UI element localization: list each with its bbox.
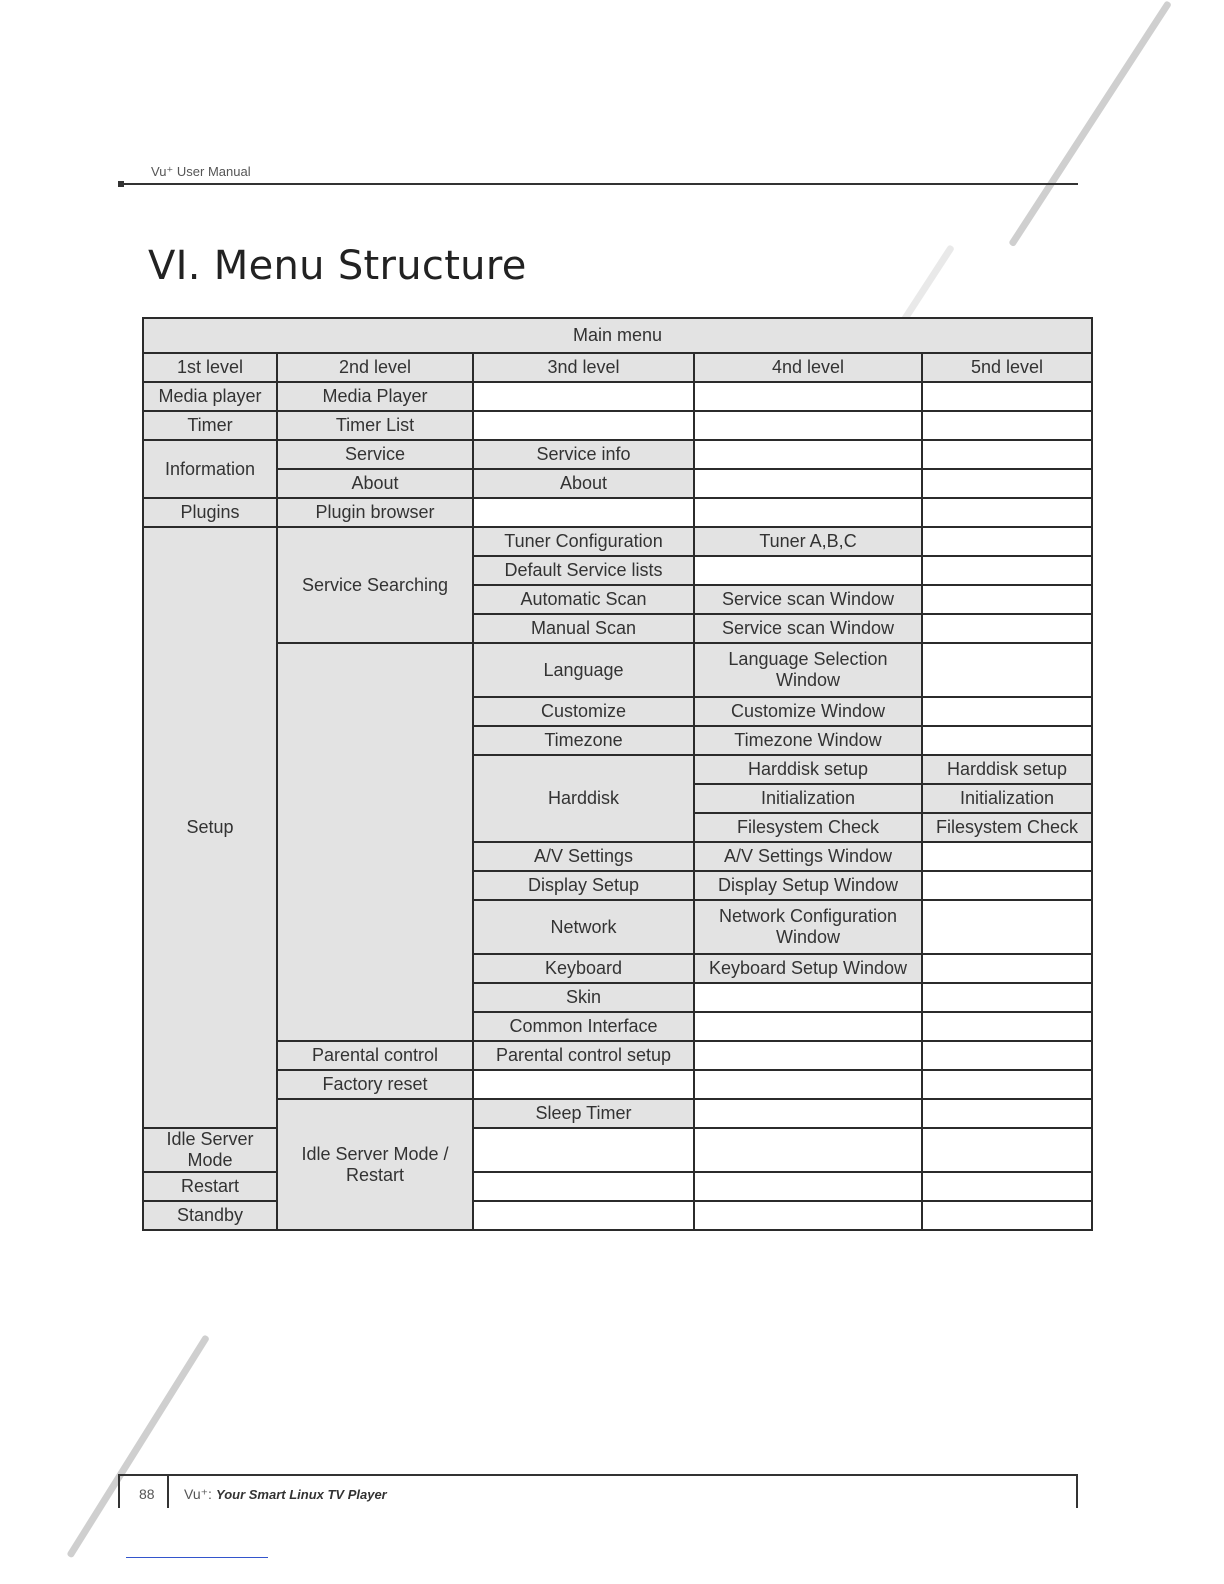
level3-cell: Network [473,900,694,954]
empty-cell [473,498,694,527]
empty-cell [922,1041,1092,1070]
level2-blank-cell [277,643,473,1041]
empty-cell [694,983,922,1012]
level4-cell: Initialization [694,784,922,813]
level4-cell: Tuner A,B,C [694,527,922,556]
level1-cell: Setup [143,527,277,1128]
empty-cell [922,871,1092,900]
empty-cell [922,1070,1092,1099]
level4-cell: Timezone Window [694,726,922,755]
level2-cell: Restart [143,1172,277,1201]
level3-cell: Service info [473,440,694,469]
level2-cell: About [277,469,473,498]
running-header [118,160,1078,186]
level4-cell: Keyboard Setup Window [694,954,922,983]
empty-cell [694,469,922,498]
empty-cell [694,1070,922,1099]
page-footer [118,1474,1078,1510]
empty-cell [694,1172,922,1201]
level3-cell: Manual Scan [473,614,694,643]
empty-cell [922,556,1092,585]
empty-cell [694,1012,922,1041]
level3-cell: A/V Settings [473,842,694,871]
level3-cell: Tuner Configuration [473,527,694,556]
level3-cell: About [473,469,694,498]
empty-cell [694,411,922,440]
level2-cell: Sleep Timer [473,1099,694,1128]
empty-cell [922,697,1092,726]
level2-cell: Factory reset [277,1070,473,1099]
empty-cell [922,498,1092,527]
level1-cell: Plugins [143,498,277,527]
empty-cell [473,1070,694,1099]
footer-brand: Vu⁺: [184,1486,212,1502]
level3-cell: Parental control setup [473,1041,694,1070]
empty-cell [922,1201,1092,1230]
level4-cell: Service scan Window [694,614,922,643]
level1-cell: Information [143,440,277,498]
empty-cell [922,954,1092,983]
level3-cell: Automatic Scan [473,585,694,614]
empty-cell [922,983,1092,1012]
level2-cell: Idle Server Mode [143,1128,277,1172]
header-title: Vu⁺ User Manual [151,164,251,179]
table-caption: Main menu [143,318,1092,353]
empty-cell [473,1172,694,1201]
level2-cell: Plugin browser [277,498,473,527]
bottom-link-underline[interactable] [126,1557,268,1558]
level4-cell: Language Selection Window [694,643,922,697]
level3-cell: Keyboard [473,954,694,983]
empty-cell [922,1128,1092,1172]
empty-cell [922,900,1092,954]
footer-slogan: Your Smart Linux TV Player [216,1487,387,1502]
empty-cell [694,1099,922,1128]
empty-cell [694,382,922,411]
level1-cell: Timer [143,411,277,440]
empty-cell [922,469,1092,498]
level2-cell: Service Searching [277,527,473,643]
empty-cell [694,1128,922,1172]
empty-cell [694,498,922,527]
page-title: VI. Menu Structure [148,243,527,289]
column-header: 4nd level [694,353,922,382]
empty-cell [922,842,1092,871]
empty-cell [922,614,1092,643]
level3-cell: Skin [473,983,694,1012]
column-header: 2nd level [277,353,473,382]
level2-cell: Common Interface [473,1012,694,1041]
empty-cell [922,643,1092,697]
empty-cell [694,1201,922,1230]
level3-cell: Display Setup [473,871,694,900]
level4-cell: Customize Window [694,697,922,726]
empty-cell [922,527,1092,556]
empty-cell [473,1128,694,1172]
watermark-stroke-top [1008,0,1172,247]
level5-cell: Harddisk setup [922,755,1092,784]
empty-cell [922,585,1092,614]
column-header: 5nd level [922,353,1092,382]
footer-separator [167,1474,169,1508]
level2-cell: Parental control [277,1041,473,1070]
empty-cell [694,1041,922,1070]
level3-cell: Default Service lists [473,556,694,585]
empty-cell [922,1012,1092,1041]
empty-cell [473,382,694,411]
level1-cell: Idle Server Mode / Restart [277,1099,473,1230]
watermark-stroke-bottom [66,1334,210,1558]
level4-cell: A/V Settings Window [694,842,922,871]
empty-cell [473,1201,694,1230]
level4-cell: Display Setup Window [694,871,922,900]
level4-cell: Harddisk setup [694,755,922,784]
empty-cell [922,382,1092,411]
empty-cell [694,556,922,585]
level1-cell: Media player [143,382,277,411]
footer-left-border [118,1474,120,1508]
level3-cell: Customize [473,697,694,726]
column-header: 1st level [143,353,277,382]
page-number: 88 [139,1486,155,1502]
empty-cell [922,1099,1092,1128]
column-header: 3nd level [473,353,694,382]
empty-cell [922,1172,1092,1201]
empty-cell [922,440,1092,469]
level4-cell: Network Configuration Window [694,900,922,954]
level3-cell: Harddisk [473,755,694,842]
level5-cell: Filesystem Check [922,813,1092,842]
empty-cell [473,411,694,440]
footer-rule [118,1474,1078,1476]
level4-cell: Service scan Window [694,585,922,614]
level3-cell: Language [473,643,694,697]
level2-cell: Media Player [277,382,473,411]
level2-cell: Timer List [277,411,473,440]
empty-cell [694,440,922,469]
level5-cell: Initialization [922,784,1092,813]
level2-cell: Service [277,440,473,469]
level3-cell: Timezone [473,726,694,755]
menu-structure-table [142,317,1093,1231]
footer-right-border [1076,1474,1078,1508]
level2-cell: Standby [143,1201,277,1230]
level4-cell: Filesystem Check [694,813,922,842]
header-rule [124,183,1078,185]
empty-cell [922,726,1092,755]
empty-cell [922,411,1092,440]
